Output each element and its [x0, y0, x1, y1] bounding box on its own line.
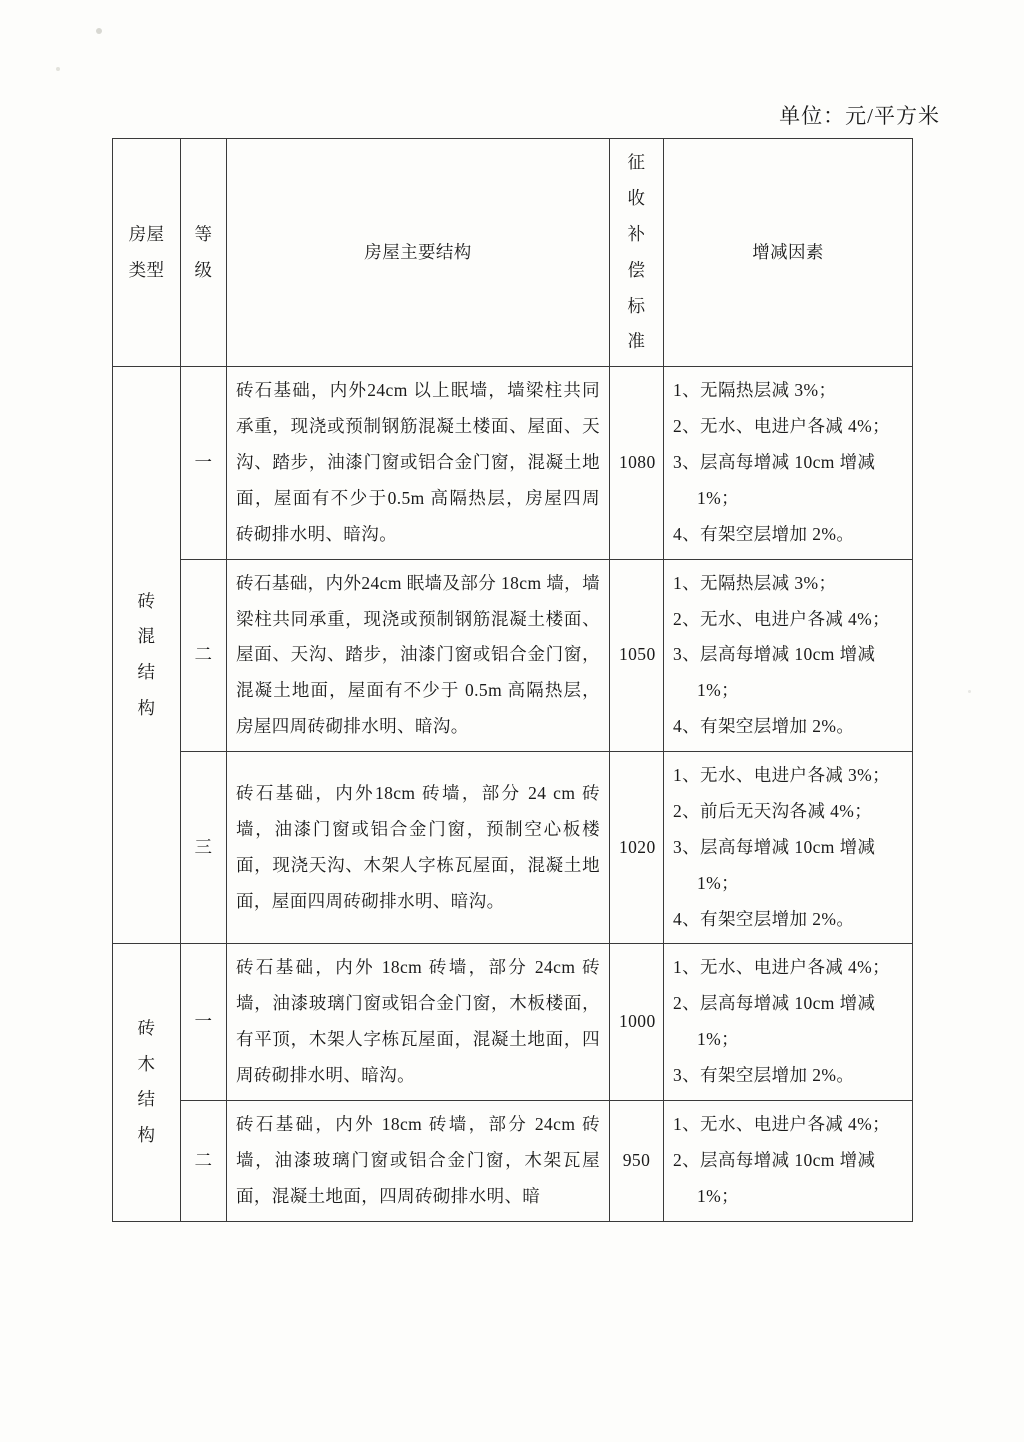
- group-label-char-1: 砖: [137, 590, 156, 611]
- factor-item: 3、有架空层增加 2%。: [673, 1065, 855, 1085]
- header-price-line2: 补偿: [627, 223, 646, 280]
- factor-item: 2、无水、电进户各减 4%；: [673, 608, 891, 629]
- row-structure: 砖石基础，内外 18cm 砖墙，部分 24cm 砖墙，油漆玻璃门窗或铝合金门窗，木架瓦屋面，混凝土地面，四周砖砌排水明、暗: [227, 1100, 610, 1221]
- group-label-char-2: 木: [137, 1053, 156, 1074]
- row-grade: 二: [181, 559, 227, 751]
- header-grade: [181, 139, 227, 367]
- table-row: [113, 559, 913, 751]
- factor-item: 1、无隔热层减 3%；: [673, 380, 837, 401]
- header-price-line1: 征收: [627, 152, 646, 208]
- table-row: [113, 367, 913, 559]
- row-group-label-brick-wood: [113, 944, 181, 1221]
- factor-item: 1、无水、电进户各减 3%；: [673, 765, 891, 785]
- factor-item: 1、无水、电进户各减 4%；: [673, 1113, 891, 1134]
- row-factors: [664, 752, 913, 944]
- row-grade: 三: [181, 752, 227, 944]
- factor-item: 3、层高每增减 10cm 增减: [673, 644, 876, 665]
- factor-item: 3、层高每增减 10cm 增减: [673, 452, 876, 472]
- unit-note: 单位：元/平方米: [779, 104, 940, 128]
- row-structure: 砖石基础，内外24cm 以上眠墙，墙梁柱共同承重，现浇或预制钢筋混凝土楼面、屋面、天沟、踏步，油漆门窗或铝合金门窗，混凝土地面，屋面有不少于0.5m 高隔热层，房屋四周砖砌排水明、暗沟。: [227, 367, 610, 559]
- row-factors: [664, 1100, 913, 1221]
- factor-item-continuation: 1%；: [697, 1185, 740, 1206]
- header-house-type-line1: 房屋: [128, 223, 165, 244]
- scan-speckle: [968, 690, 971, 693]
- table-header-row: [113, 139, 913, 367]
- header-structure: 房屋主要结构: [227, 139, 610, 367]
- row-factors: [664, 559, 913, 751]
- group-label-char-4: 构: [137, 698, 156, 719]
- row-structure: 砖石基础，内外18cm 砖墙，部分 24 cm 砖墙，油漆门窗或铝合金门窗，预制空心板楼面，现浇天沟、木架人字栋瓦屋面，混凝土地面，屋面四周砖砌排水明、暗沟。: [227, 752, 610, 944]
- row-group-label-brick-concrete: [113, 367, 181, 944]
- factor-item: 2、层高每增减 10cm 增减: [673, 1149, 876, 1170]
- factor-item: 4、有架空层增加 2%。: [673, 908, 855, 929]
- factor-item: 1、无隔热层减 3%；: [673, 572, 837, 593]
- factor-item: 2、无水、电进户各减 4%；: [673, 416, 891, 437]
- group-label-char-1: 砖: [137, 1017, 156, 1038]
- factor-item-continuation: 1%；: [697, 680, 740, 701]
- scan-speckle: [56, 67, 60, 71]
- header-price: [610, 139, 664, 367]
- row-grade: 二: [181, 1100, 227, 1221]
- factor-item-continuation: 1%；: [697, 487, 740, 508]
- row-factors: [664, 367, 913, 559]
- header-price-line3: 标准: [627, 295, 646, 352]
- group-label-char-2: 混: [137, 626, 156, 647]
- row-price: 950: [610, 1100, 664, 1221]
- factor-item: 4、有架空层增加 2%。: [673, 716, 855, 737]
- scan-speckle: [96, 28, 102, 34]
- row-factors: [664, 944, 913, 1101]
- row-grade: 一: [181, 367, 227, 559]
- factor-item: 2、层高每增减 10cm 增减: [673, 993, 876, 1014]
- table-row: [113, 1100, 913, 1221]
- group-label-char-4: 构: [137, 1125, 156, 1146]
- row-grade: 一: [181, 944, 227, 1101]
- header-grade-line1: 等: [194, 223, 213, 244]
- factor-item: 1、无水、电进户各减 4%；: [673, 957, 891, 978]
- factor-item: 4、有架空层增加 2%。: [673, 523, 855, 544]
- header-factors: 增减因素: [664, 139, 913, 367]
- table-row: [113, 752, 913, 944]
- row-structure: 砖石基础，内外 18cm 砖墙，部分 24cm 砖墙，油漆玻璃门窗或铝合金门窗，木板楼面，有平顶，木架人字栋瓦屋面，混凝土地面，四周砖砌排水明、暗沟。: [227, 944, 610, 1101]
- row-price: 1000: [610, 944, 664, 1101]
- table-row: [113, 944, 913, 1101]
- header-grade-line2: 级: [194, 259, 213, 280]
- group-label-char-3: 结: [137, 1089, 156, 1110]
- row-price: 1020: [610, 752, 664, 944]
- factor-item-continuation: 1%；: [697, 1029, 740, 1050]
- row-structure: 砖石基础，内外24cm 眠墙及部分 18cm 墙，墙梁柱共同承重，现浇或预制钢筋混凝土楼面、屋面、天沟、踏步，油漆门窗或铝合金门窗，混凝土地面，屋面有不少于 0.5m 高隔热层，房屋四周砖砌排水明、暗沟。: [227, 559, 610, 751]
- compensation-standard-table: [112, 138, 913, 1222]
- row-price: 1050: [610, 559, 664, 751]
- group-label-char-3: 结: [137, 662, 156, 683]
- factor-item: 3、层高每增减 10cm 增减: [673, 836, 876, 857]
- header-house-type-line2: 类型: [128, 259, 165, 280]
- header-house-type: [113, 139, 181, 367]
- row-price: 1080: [610, 367, 664, 559]
- factor-item: 2、前后无天沟各减 4%；: [673, 800, 873, 821]
- factor-item-continuation: 1%；: [697, 872, 740, 893]
